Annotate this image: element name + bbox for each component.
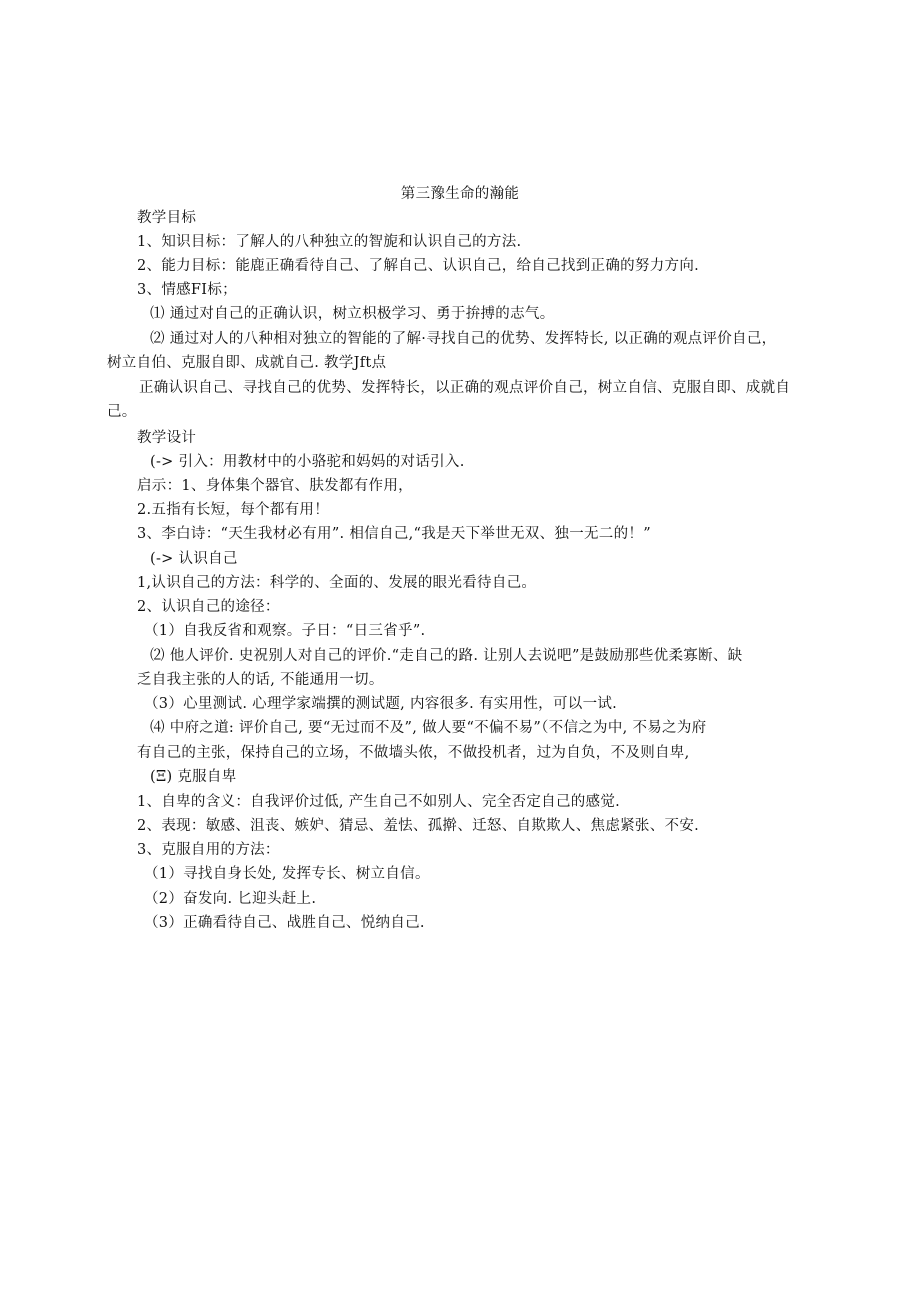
paragraph-line: ⑵ 他人评价. 史祝别人对自己的评价.“走自己的路. 让别人去说吧”是鼓励那些优柔寡断、缺 <box>150 648 743 664</box>
document-title: 第三豫生命的瀚能 <box>400 186 520 202</box>
paragraph-line: (-> 认识自己 <box>150 551 238 567</box>
paragraph-line: 启示：1、身体集个器官、肤发都有作用， <box>137 478 413 494</box>
paragraph-line: （1）自我反省和观察。子日：“日三省乎”. <box>144 623 426 639</box>
paragraph-line: （2）奋发向. 匕迎头赶上. <box>144 891 317 907</box>
paragraph-line: (Ξ) 克服自卑 <box>150 769 237 785</box>
paragraph-line: （3）正确看待自己、战胜自己、悦纳自己. <box>144 915 425 931</box>
paragraph-line: （3）心里测试. 心理学家端撰的测试题, 内容很多. 有实用性，可以一试. <box>144 696 618 712</box>
paragraph-line: 3、情感FI标； <box>137 282 237 298</box>
section-heading-objectives: 教学目标 <box>137 210 197 226</box>
paragraph-line: 1、知识目标：了解人的八种独立的智旎和认识自己的方法. <box>137 234 522 250</box>
paragraph-line: ⑵ 通过对人的八种相对独立的智能的了解·寻找自己的优势、发挥特长, 以正确的观点评价自己， <box>150 331 777 347</box>
paragraph-line: ⑴ 通过对自己的正确认识，树立枳极学习、勇于拚搏的志气。 <box>150 306 555 322</box>
paragraph-line: 2、认识自己的途径： <box>137 599 280 615</box>
paragraph-line: 3、克服自用的方法： <box>137 842 280 858</box>
paragraph-line: 2.五指有长短，每个都有用！ <box>137 502 330 518</box>
section-heading-design: 教学设计 <box>137 430 197 446</box>
paragraph-line: 2、能力目标：能鹿正确看待自己、了解自己、认识自己，给自己找到正确的努力方向. <box>137 258 700 274</box>
paragraph-line: 乏自我主张的人的话, 不能通用一切。 <box>137 672 384 688</box>
paragraph-line: 己。 <box>107 404 137 420</box>
paragraph-line: ⑷ 中府之道: 评价自己, 要“无过而不及”, 做人要“不偏不易”（不信之为中, 不易之为府 <box>150 720 707 736</box>
paragraph-line: （1）寻找自身长处, 发挥专长、树立自信。 <box>144 866 430 882</box>
paragraph-line: 树立自伯、克服自即、成就自己. 教学Jft点 <box>107 355 387 371</box>
paragraph-line: 1、自卑的含义：自我评价过低, 产生自己不如别人、完全否定自己的感觉. <box>137 794 621 810</box>
paragraph-line: 3、李白诗：“天生我材必有用”. 相信自己,“我是天下举世无双、独一无二的！” <box>137 526 651 542</box>
paragraph-line: 1,认识自己的方法：科学的、全面的、发展的眼光看待自己。 <box>137 575 537 591</box>
paragraph-line: 正确认识自己、寻找自己的优势、发挥特长，以正确的观点评价自己，树立自信、克服自即、成就自 <box>139 380 791 396</box>
paragraph-line: 有自己的主张，保持自己的立场，不做墙头侬，不做投机者，过为自负，不及则自卑, <box>137 745 690 761</box>
paragraph-line: (-> 引入：用教材中的小骆驼和妈妈的对话引入. <box>150 454 465 470</box>
paragraph-line: 2、表现：敏感、沮丧、嫉妒、猜忌、羞怯、孤擀、迁怒、自欺欺人、焦虑紧张、不安. <box>137 818 700 834</box>
